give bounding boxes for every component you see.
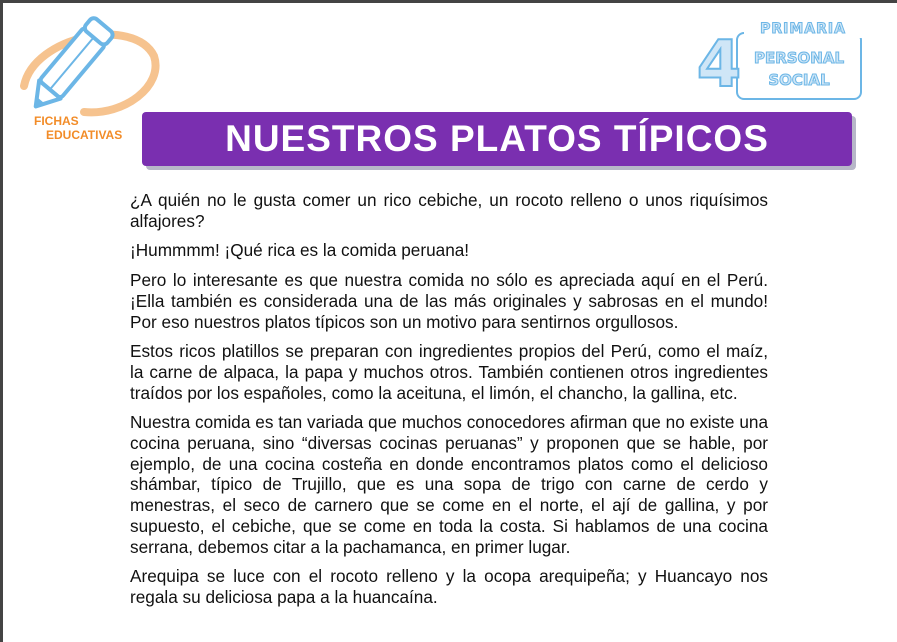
badge-subject-line1: PERSONAL [753, 49, 845, 67]
title-banner [142, 112, 852, 166]
logo-text-line1: FICHAS [34, 114, 79, 128]
paragraph: ¿A quién no le gusta comer un rico cebiche, un rocoto relleno o unos riquísimos alfajores? [130, 190, 768, 231]
paragraph: Arequipa se luce con el rocoto relleno y la ocopa arequipeña; y Huancayo nos regala su deliciosa papa a la huancaína. [130, 566, 768, 607]
logo-text-line2: EDUCATIVAS [46, 128, 123, 142]
paragraph: Estos ricos platillos se preparan con ingredientes propios del Perú, como el maíz, la carne de alpaca, la papa y muchos otros. También contienen otros ingredientes traídos por los españoles, como la aceituna, el limón, el chancho, la gallina, etc. [130, 341, 768, 403]
grade-number: 4 [696, 28, 742, 102]
badge-level: PRIMARIA [744, 20, 862, 38]
badge-subject-line2: SOCIAL [768, 71, 830, 89]
reading-text [130, 190, 768, 617]
paragraph: ¡Hummmm! ¡Qué rica es la comida peruana! [130, 240, 470, 261]
paragraph: Nuestra comida es tan variada que muchos conocedores afirman que no existe una cocina peruana, sino “diversas cocinas peruanas” y proponen que se hable, por ejemplo, de una cocina costeña en donde encontramos platos como el delicioso shámbar, típico de Trujillo, que es una sopa de trigo con carne de cerdo y menestras, el seco de carnero que se come en el norte, el ají de gallina, y por supuesto, el cebiche, que se come en toda la costa. Si hablamos de una cocina serrana, debemos citar a la pachamanca, en primer lugar. [130, 412, 768, 557]
page-title: NUESTROS PLATOS TÍPICOS [225, 118, 769, 159]
grade-subject-badge [696, 22, 866, 102]
paragraph: Pero lo interesante es que nuestra comida no sólo es apreciada aquí en el Perú. ¡Ella también es considerada una de las más originales y sabrosas en el mundo! Por eso nuestros platos típicos son un motivo para sentirnos orgullosos. [130, 270, 768, 332]
